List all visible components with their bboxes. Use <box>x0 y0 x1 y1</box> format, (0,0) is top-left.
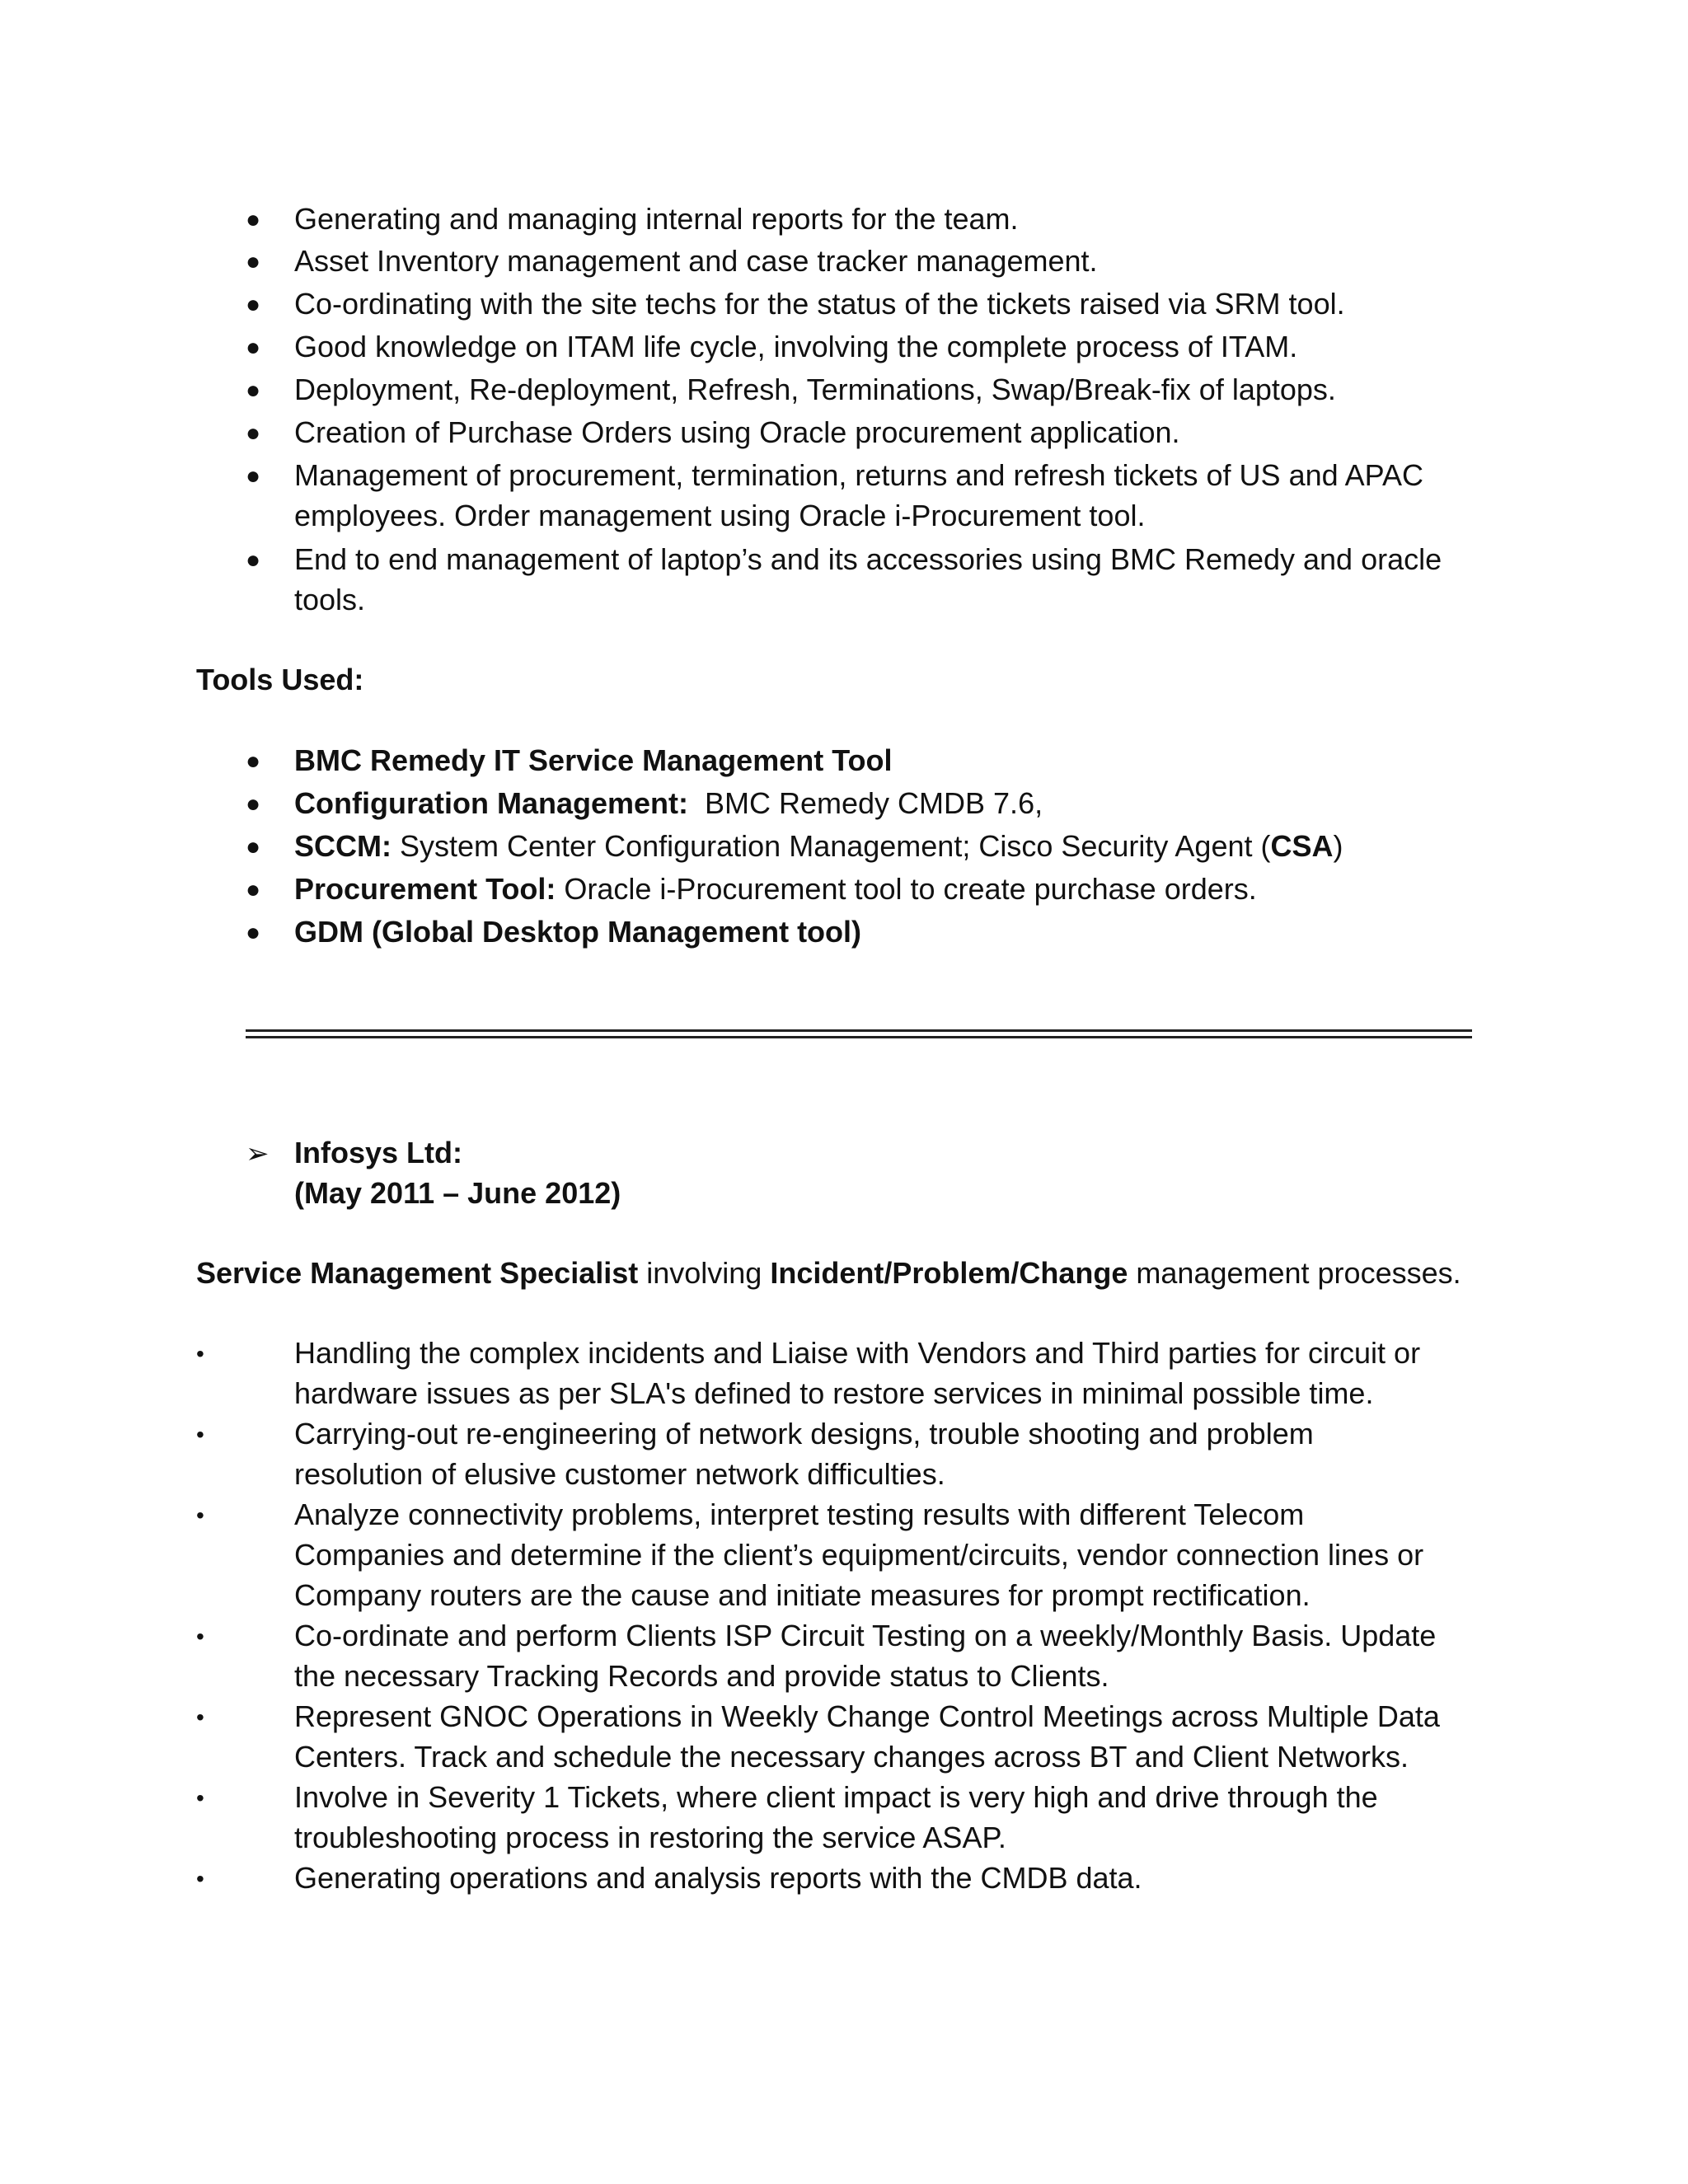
company-name: Infosys Ltd: <box>294 1136 462 1169</box>
tool-name: GDM (Global Desktop Management tool) <box>294 915 862 949</box>
duty-item: Analyze connectivity problems, interpret testing results with different Telecom <box>294 1497 1305 1531</box>
tool-desc: BMC Remedy CMDB 7.6, <box>687 786 1043 820</box>
section-divider <box>246 1036 1472 1038</box>
duty-item: Involve in Severity 1 Tickets, where client impact is very high and drive through the <box>294 1780 1378 1814</box>
list-item: Management of procurement, termination, returns and refresh tickets of US and APAC <box>294 458 1424 492</box>
list-item-continuation: employees. Order management using Oracle i-Procurement tool. <box>294 499 1146 532</box>
tool-desc: Oracle i-Procurement tool to create purchase orders. <box>556 872 1257 906</box>
bullet-icon: • <box>196 1422 204 1447</box>
duty-item-continuation: Companies and determine if the client’s equipment/circuits, vendor connection lines or <box>294 1538 1424 1572</box>
bullet-icon: ● <box>246 291 261 318</box>
bullet-icon: • <box>196 1624 204 1649</box>
role-line <box>196 1254 1461 1293</box>
bullet-icon: ● <box>246 377 261 404</box>
duty-item-continuation: hardware issues as per SLA's defined to restore services in minimal possible time. <box>294 1376 1374 1410</box>
tool-desc: System Center Configuration Management; Cisco Security Agent ( <box>391 829 1271 863</box>
role-area: Incident/Problem/Change <box>770 1256 1128 1290</box>
tool-item <box>294 912 861 952</box>
tools-heading: Tools Used: <box>196 663 364 696</box>
duty-item: Handling the complex incidents and Liaise with Vendors and Third parties for circuit or <box>294 1336 1421 1370</box>
tool-name: Procurement Tool: <box>294 872 556 906</box>
tool-item <box>294 784 1043 823</box>
list-item-continuation: tools. <box>294 583 366 616</box>
bullet-icon: • <box>196 1866 204 1891</box>
bullet-icon: ● <box>246 833 261 860</box>
duty-item-continuation: Company routers are the cause and initiate measures for prompt rectification. <box>294 1578 1311 1612</box>
tool-item <box>294 827 1343 866</box>
bullet-icon: • <box>196 1502 204 1528</box>
bullet-icon: ● <box>246 876 261 903</box>
tool-abbrev: CSA <box>1270 829 1334 863</box>
list-item: Generating and managing internal reports for the team. <box>294 202 1019 236</box>
tool-desc-end: ) <box>1333 829 1343 863</box>
list-item: Deployment, Re-deployment, Refresh, Terminations, Swap/Break-fix of laptops. <box>294 373 1336 406</box>
list-item: Co-ordinating with the site techs for the status of the tickets raised via SRM tool. <box>294 287 1345 321</box>
bullet-icon: ● <box>246 248 261 275</box>
bullet-icon: ● <box>246 790 261 818</box>
bullet-icon: ● <box>246 462 261 490</box>
duty-item-continuation: resolution of elusive customer network difficulties. <box>294 1457 945 1491</box>
duty-item: Carrying-out re-engineering of network designs, trouble shooting and problem <box>294 1417 1314 1451</box>
bullet-icon: • <box>196 1785 204 1811</box>
bullet-icon: ● <box>246 419 261 447</box>
role-title: Service Management Specialist <box>196 1256 639 1290</box>
tool-name: Configuration Management: <box>294 786 688 820</box>
tool-name: SCCM: <box>294 829 392 863</box>
list-item: Asset Inventory management and case tracker management. <box>294 244 1098 278</box>
tool-item <box>294 869 1257 909</box>
duty-item: Generating operations and analysis reports with the CMDB data. <box>294 1861 1142 1895</box>
tool-item <box>294 741 893 780</box>
bullet-icon: • <box>196 1341 204 1366</box>
duty-item-continuation: Centers. Track and schedule the necessary changes across BT and Client Networks. <box>294 1740 1409 1774</box>
bullet-icon: ● <box>246 919 261 946</box>
tool-name: BMC Remedy IT Service Management Tool <box>294 743 893 777</box>
list-item: Creation of Purchase Orders using Oracle procurement application. <box>294 415 1180 449</box>
bullet-icon: ● <box>246 206 261 233</box>
duty-item: Represent GNOC Operations in Weekly Change Control Meetings across Multiple Data <box>294 1699 1440 1733</box>
bullet-icon: ● <box>246 334 261 361</box>
section-divider <box>246 1029 1472 1032</box>
list-item: Good knowledge on ITAM life cycle, involving the complete process of ITAM. <box>294 330 1298 363</box>
bullet-icon: ● <box>246 748 261 775</box>
list-item: End to end management of laptop’s and its accessories using BMC Remedy and oracle <box>294 542 1442 576</box>
duty-item: Co-ordinate and perform Clients ISP Circuit Testing on a weekly/Monthly Basis. Update <box>294 1619 1437 1652</box>
duty-item-continuation: the necessary Tracking Records and provide status to Clients. <box>294 1659 1109 1693</box>
bullet-icon: • <box>196 1704 204 1730</box>
duty-item-continuation: troubleshooting process in restoring the service ASAP. <box>294 1821 1006 1854</box>
arrow-bullet-icon: ➢ <box>246 1138 270 1169</box>
role-text-end: management processes. <box>1128 1256 1461 1290</box>
bullet-icon: ● <box>246 546 261 574</box>
role-text: involving <box>638 1256 771 1290</box>
job-period: (May 2011 – June 2012) <box>294 1176 621 1210</box>
